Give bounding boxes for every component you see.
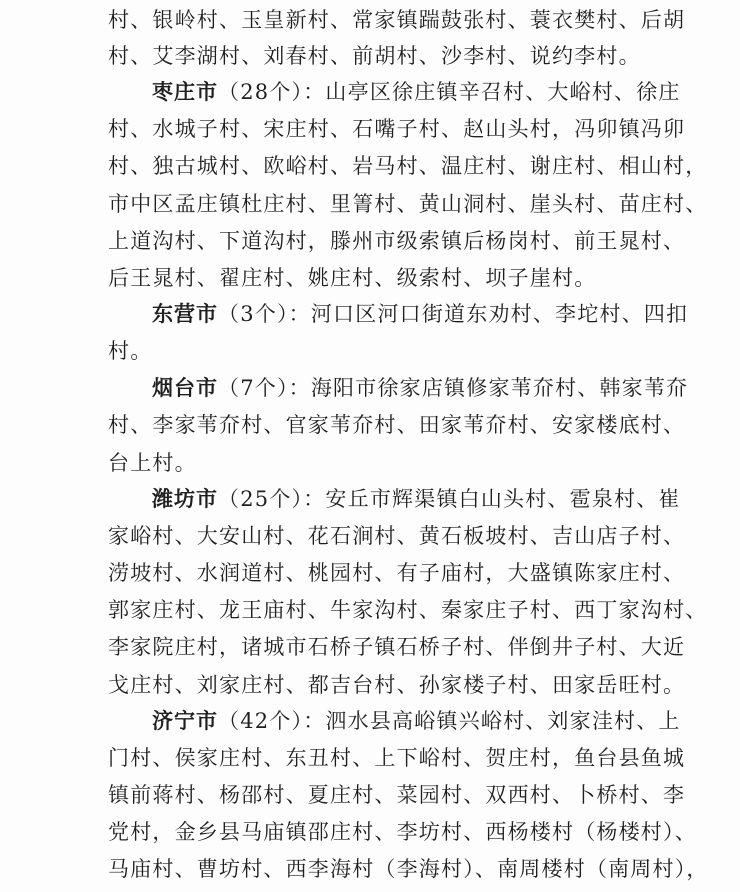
city-name-zaozhuang: 枣庄市	[152, 80, 218, 104]
text-line	[108, 111, 686, 147]
text-line	[108, 148, 708, 184]
city-name-jining: 济宁市	[152, 709, 218, 733]
section-heading-line	[152, 481, 692, 517]
section-heading-line	[152, 703, 692, 739]
text-line	[108, 592, 708, 628]
text-line	[108, 740, 686, 776]
text-line	[108, 223, 686, 259]
line-text: 村。	[108, 339, 153, 363]
line-text: 涝坡村、水润道村、桃园村、有子庙村，大盛镇陈家庄村、	[108, 561, 686, 585]
text-line	[108, 186, 708, 222]
text-line	[108, 777, 686, 813]
city-name-yantai: 烟台市	[152, 376, 218, 400]
line-text: 后王晁村、翟庄村、姚庄村、级索村、坝子崖村。	[108, 266, 597, 290]
line-text: 村、艾李湖村、刘春村、前胡村、沙李村、说约李村。	[108, 44, 641, 68]
line-text: 台上村。	[108, 451, 197, 475]
line-text: （42个）：泗水县高峪镇兴峪村、刘家洼村、上	[218, 709, 681, 733]
city-name-dongying: 东营市	[152, 302, 218, 326]
section-heading-line	[152, 370, 692, 406]
text-line	[108, 38, 648, 74]
text-line	[108, 260, 648, 296]
line-text: 上道沟村、下道沟村，滕州市级索镇后杨岗村、前王晁村、	[108, 229, 686, 253]
text-line	[108, 333, 648, 369]
line-text: 门村、侯家庄村、东丑村、上下峪村、贺庄村，鱼台县鱼城	[108, 746, 686, 770]
line-text: （3个）：河口区河口街道东劝村、李坨村、四扣	[218, 302, 689, 326]
text-line	[108, 445, 648, 481]
city-name-weifang: 潍坊市	[152, 487, 218, 511]
line-text: 市中区孟庄镇杜庄村、里箐村、黄山洞村、崖头村、苗庄村、	[108, 192, 708, 216]
text-line	[108, 814, 697, 850]
line-text: 村、水城子村、宋庄村、石嘴子村、赵山头村，冯卯镇冯卯	[108, 117, 686, 141]
text-line	[108, 407, 686, 443]
line-text: 戈庄村、刘家庄村、都吉台村、孙家楼子村、田家岳旺村。	[108, 673, 686, 697]
line-text: （7个）：海阳市徐家店镇修家苇夼村、韩家苇夼	[218, 376, 689, 400]
line-text: 镇前蒋村、杨邵村、夏庄村、菜园村、双西村、卜桥村、李	[108, 783, 686, 807]
line-text: 村、李家苇夼村、官家苇夼村、田家苇夼村、安家楼底村、	[108, 413, 686, 437]
text-line	[108, 851, 709, 887]
text-line	[108, 518, 686, 554]
line-text: （28个）：山亭区徐庄镇辛召村、大峪村、徐庄	[218, 80, 681, 104]
line-text: （25个）：安丘市辉渠镇白山头村、雹泉村、崔	[218, 487, 681, 511]
line-text: 李家院庄村，诸城市石桥子镇石桥子村、伴倒井子村、大近	[108, 635, 686, 659]
text-line	[108, 555, 686, 591]
section-heading-line	[152, 74, 692, 110]
line-text: 村、独古城村、欧峪村、岩马村、温庄村、谢庄村、相山村，	[108, 154, 708, 178]
line-text: 郭家庄村、龙王庙村、牛家沟村、秦家庄子村、西丁家沟村、	[108, 598, 708, 622]
line-text: 村、银岭村、玉皇新村、常家镇踹鼓张村、蓑衣樊村、后胡	[108, 8, 686, 32]
line-text: 马庙村、曹坊村、西李海村（李海村）、南周楼村（南周村），	[108, 857, 709, 881]
text-line	[108, 629, 686, 665]
text-line	[108, 667, 686, 703]
text-line	[108, 2, 686, 38]
line-text: 党村，金乡县马庙镇邵庄村、李坊村、西杨楼村（杨楼村）、	[108, 820, 697, 844]
line-text: 家峪村、大安山村、花石涧村、黄石板坡村、吉山店子村、	[108, 524, 686, 548]
section-heading-line	[152, 296, 692, 332]
